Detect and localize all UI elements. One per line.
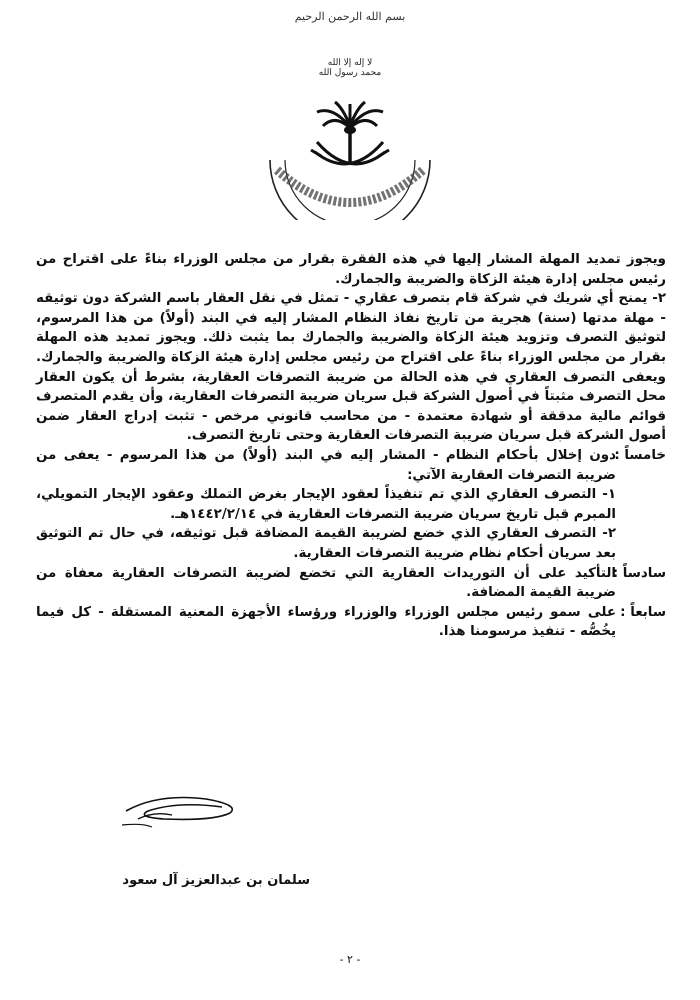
handwritten-signature: [118, 775, 248, 845]
article-fifth: [36, 446, 666, 564]
article-sixth-text: التأكيد على أن التوريدات العقارية التي تخضع لضريبة التصرفات العقارية معفاة من ضريبة القيمة المضافة.: [36, 565, 616, 601]
article-seventh: [36, 603, 666, 642]
article-sixth-label: سادساً :: [612, 565, 666, 581]
article-fifth-sub1: ١- التصرف العقاري الذي تم تنفيذاً لعقود الإيجار بغرض التملك وعقود الإيجار التمويلي، المبرم قبل تاريخ سريان ضريبة التصرفات العقارية في ١٤٤٢/٢/١٤هـ.: [36, 487, 616, 522]
page-number: - ٢ -: [339, 953, 361, 966]
decree-body: [36, 250, 666, 642]
intro-paragraph: ويجوز تمديد المهلة المشار إليها في هذه الفقرة بقرار من مجلس الوزراء بناءً على اقتراح من رئيس مجلس إدارة هيئة الزكاة والضريبة والجمارك.: [36, 252, 666, 287]
clause-item-2: ٢- يمنح أي شريك في شركة قام بتصرف عقاري - تمثل في نقل العقار باسم الشركة دون توثيقه - مهلة مدتها (سنة) هجرية من تاريخ نفاذ النظام المشار إليه في البند (أولاً) من هذا المرسوم، لتوثيق التصرف وتزويد هيئة الزكاة والضريبة والجمارك بما يثبت ذلك. ويجوز تمديد هذه المهلة بقرار من مجلس الوزراء بناءً على اقتراح من رئيس مجلس إدارة هيئة الزكاة والضريبة والجمارك. ويعفى التصرف العقاري في هذه الحالة من ضريبة التصرفات العقارية، بشرط أن يكون العقار محل التصرف مثبتاً في أصول الشركة قبل سريان ضريبة التصرفات العقارية، وأن يقدم المتصرف قوائم مالية مدققة أو شهادة معتمدة - من محاسب قانوني مرخص - تثبت إدراج العقار ضمن أصول الشركة قبل سريان ضريبة التصرفات العقارية وحتى تاريخ التصرف.: [36, 291, 666, 444]
article-seventh-text: على سمو رئيس مجلس الوزراء والوزراء ورؤساء الأجهزة المعنية المستقلة - كل فيما يخُصُّه - تنفيذ مرسومنا هذا.: [36, 604, 616, 640]
article-fifth-text: دون إخلال بأحكام النظام - المشار إليه في البند (أولاً) من هذا المرسوم - يعفى من ضريبة التصرفات العقارية الآتي:: [36, 447, 616, 483]
article-sixth: [36, 564, 666, 603]
basmala-calligraphy: بسم الله الرحمن الرحيم: [294, 10, 406, 23]
article-seventh-label: سابعاً :: [620, 604, 666, 620]
shahada-calligraphy: لا إله إلا الله محمد رسول الله: [318, 58, 382, 78]
article-fifth-label: خامساً :: [614, 447, 666, 463]
signatory-name: سلمان بن عبدالعزيز آل سعود: [122, 873, 310, 888]
article-fifth-sub2: ٢- التصرف العقاري الذي خضع لضريبة القيمة المضافة قبل توثيقه، في حال تم التوثيق بعد سريان أحكام نظام ضريبة التصرفات العقارية.: [36, 526, 616, 561]
